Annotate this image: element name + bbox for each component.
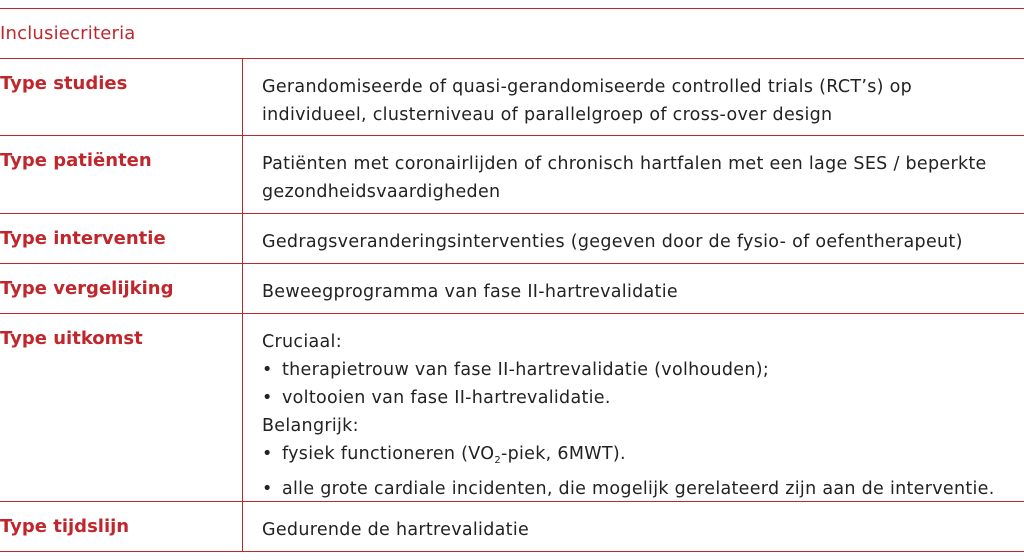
table-bottom-rule (0, 551, 1024, 552)
table-row (0, 136, 1024, 213)
column-divider (242, 264, 243, 313)
row-label: Type patiënten (0, 150, 152, 171)
list-item-text-part: fysiek functioneren (VO (282, 444, 495, 464)
table-row (0, 264, 1024, 313)
table-row (0, 59, 1024, 135)
table-row (0, 214, 1024, 263)
row-content (262, 73, 1020, 129)
bullet-icon: • (262, 360, 273, 380)
column-divider (242, 502, 243, 551)
list-item (262, 356, 1020, 384)
bullet-icon: • (262, 444, 273, 464)
content-line: Gedurende de hartrevalidatie (262, 520, 530, 540)
table-title: Inclusiecriteria (0, 22, 136, 44)
content-line: individueel, clusterniveau of parallelgroep of cross-over design (262, 105, 833, 125)
row-label: Type vergelijking (0, 278, 174, 299)
list-item (262, 384, 1020, 412)
list-item-text: voltooien van fase II-hartrevalidatie. (282, 388, 611, 408)
row-content (262, 278, 1020, 306)
list-item-text (282, 440, 626, 475)
bullet-icon: • (262, 388, 273, 408)
column-divider (242, 314, 243, 501)
table-row (0, 502, 1024, 551)
row-label: Type studies (0, 73, 128, 94)
table-header (0, 8, 1024, 58)
row-content (262, 150, 1020, 206)
list-item-text: alle grote cardiale incidenten, die mogelijk gerelateerd zijn aan de interventie. (282, 479, 995, 499)
row-label: Type tijdslijn (0, 516, 130, 537)
column-divider (242, 59, 243, 135)
bullet-icon: • (262, 479, 273, 499)
content-line: Beweegprogramma van fase II-hartrevalidatie (262, 282, 678, 302)
table-row (0, 314, 1024, 501)
list-item (262, 440, 1020, 475)
list-item (262, 475, 1020, 503)
column-divider (242, 214, 243, 263)
row-content (262, 328, 1020, 503)
column-divider (242, 136, 243, 213)
list-item-text: therapietrouw van fase II-hartrevalidatie (volhouden); (282, 360, 770, 380)
content-line: Patiënten met coronairlijden of chronisch hartfalen met een lage SES / beperkte (262, 154, 987, 174)
row-label: Type uitkomst (0, 328, 143, 349)
crucial-heading: Cruciaal: (262, 332, 342, 352)
list-item-text-part: -piek, 6MWT). (500, 444, 626, 464)
content-line: Gerandomiseerde of quasi-gerandomiseerde controlled trials (RCT’s) op (262, 77, 913, 97)
row-content (262, 228, 1020, 256)
row-content (262, 516, 1020, 544)
subscript: 2 (494, 455, 501, 466)
important-heading: Belangrijk: (262, 416, 359, 436)
row-label: Type interventie (0, 228, 166, 249)
content-line: gezondheidsvaardigheden (262, 182, 501, 202)
content-line: Gedragsveranderingsinterventies (gegeven door de fysio- of oefentherapeut) (262, 232, 963, 252)
